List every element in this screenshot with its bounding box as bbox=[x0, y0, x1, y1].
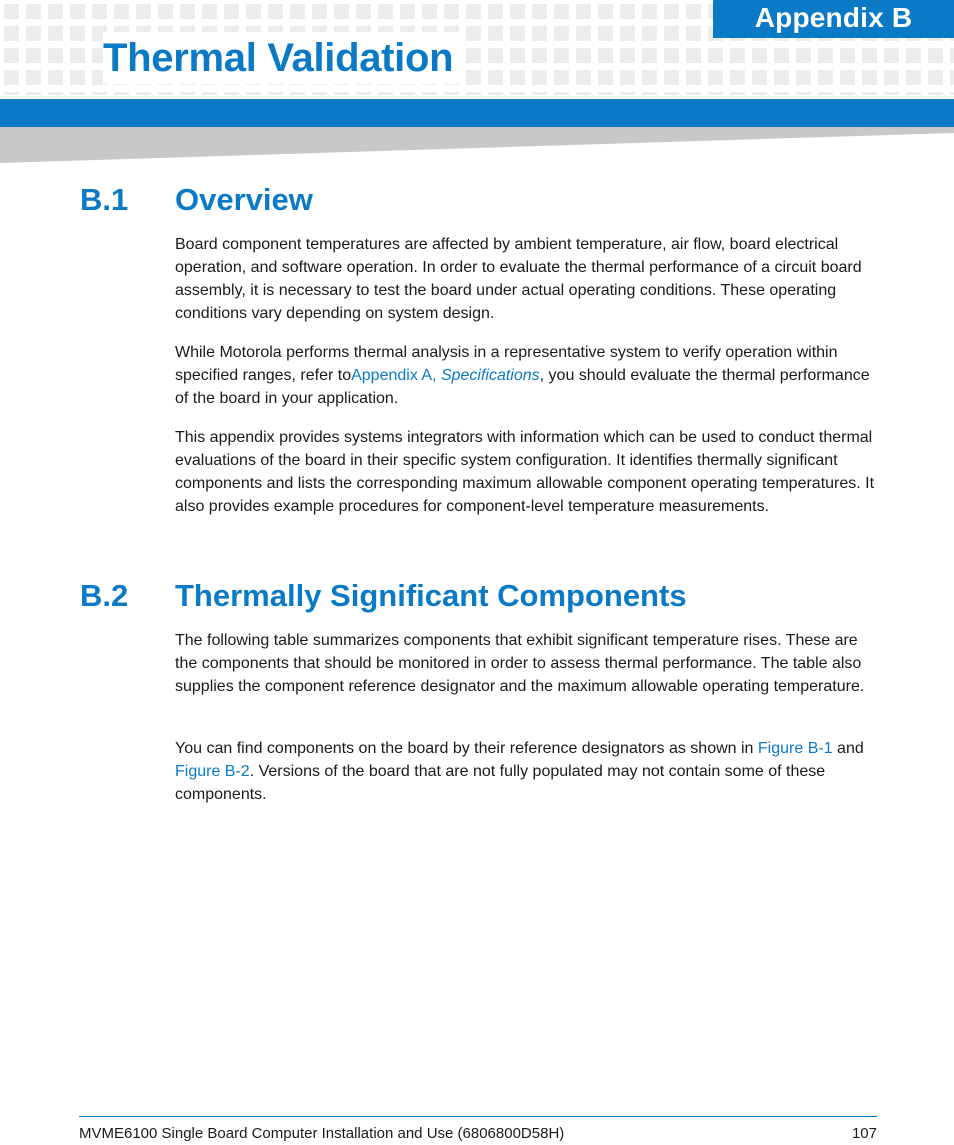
appendix-a-link-label: Appendix A, bbox=[351, 367, 441, 384]
section-number: B.2 bbox=[80, 578, 129, 613]
appendix-tab: Appendix B bbox=[713, 0, 954, 38]
overview-paragraph-1: Board component temperatures are affected by ambient temperature, air flow, board electrical operation, and software operation. In order to evaluate the thermal performance of a circuit board assembly, it is necessary to test the board under actual operating conditions. These operating conditions vary depending on system design. bbox=[175, 236, 862, 322]
chapter-title: Thermal Validation bbox=[103, 32, 459, 84]
paragraph-text: and bbox=[832, 740, 864, 757]
paragraph-text: , you should evaluate the thermal performance of the board in your application. bbox=[175, 367, 870, 407]
section-title: Thermally Significant Components bbox=[175, 578, 687, 613]
paragraph-text: While Motorola performs thermal analysis in a representative system to verify operation within specified ranges, refer to bbox=[175, 344, 838, 384]
components-paragraph-1: The following table summarizes components that exhibit significant temperature rises. These are the components that should be monitored in order to assess thermal performance. The table also supplies the component reference designator and the maximum allowable operating temperature. bbox=[175, 632, 865, 695]
paragraph-text: . Versions of the board that are not fully populated may not contain some of these components. bbox=[175, 763, 826, 803]
section-number: B.1 bbox=[80, 182, 129, 217]
header-blue-bar bbox=[0, 99, 954, 127]
specifications-link-label: Specifications bbox=[440, 367, 540, 384]
footer-document-title: MVME6100 Single Board Computer Installation and Use (6806800D58H) bbox=[79, 1125, 565, 1142]
figure-b2-link[interactable]: Figure B-2 bbox=[175, 763, 250, 780]
figure-b1-link[interactable]: Figure B-1 bbox=[757, 740, 833, 757]
overview-paragraph-2 bbox=[175, 341, 877, 410]
paragraph-text: You can find components on the board by their reference designators as shown in bbox=[175, 740, 758, 757]
header-gray-wedge bbox=[0, 127, 954, 163]
section-title: Overview bbox=[175, 182, 313, 217]
appendix-a-link[interactable] bbox=[351, 367, 540, 384]
footer-rule bbox=[79, 1116, 877, 1117]
overview-paragraph-3: This appendix provides systems integrators with information which can be used to conduct thermal evaluations of the board in their specific system configuration. It identifies thermally significant components and lists the corresponding maximum allowable component operating temperatures. It also provides example procedures for component-level temperature measurements. bbox=[175, 429, 875, 515]
section-heading-thermally-significant-components bbox=[80, 576, 687, 616]
page-number: 107 bbox=[851, 1125, 877, 1142]
components-paragraph-2 bbox=[175, 737, 877, 806]
section-heading-overview bbox=[80, 180, 313, 220]
